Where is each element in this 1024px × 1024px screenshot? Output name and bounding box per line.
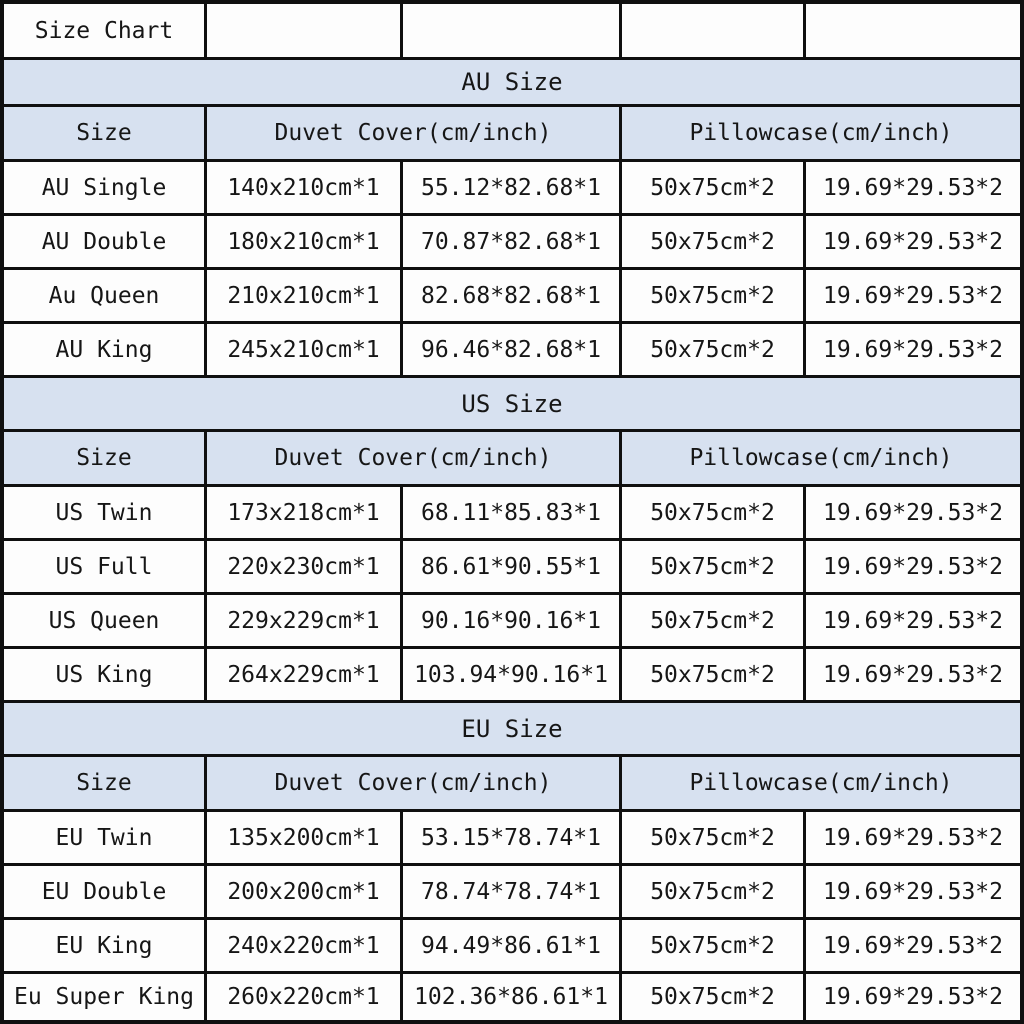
duvet-inch-cell: 103.94*90.16*1	[403, 649, 622, 700]
section-label: EU Size	[461, 714, 563, 743]
empty-cell	[403, 4, 622, 57]
duvet-cm-cell: 260x220cm*1	[207, 974, 403, 1020]
size-cell: US King	[4, 649, 207, 700]
column-header-row	[4, 432, 1020, 487]
duvet-inch-cell: 96.46*82.68*1	[403, 324, 622, 375]
col-header-size: Size	[4, 757, 207, 809]
table-row	[4, 812, 1020, 866]
title-row	[4, 4, 1020, 60]
table-row	[4, 595, 1020, 649]
col-header-pillowcase: Pillowcase(cm/inch)	[622, 757, 1020, 809]
pillowcase-inch-cell: 19.69*29.53*2	[806, 974, 1020, 1020]
table-row	[4, 920, 1020, 974]
duvet-cm-cell: 229x229cm*1	[207, 595, 403, 646]
duvet-cm-cell: 245x210cm*1	[207, 324, 403, 375]
pillowcase-cm-cell: 50x75cm*2	[622, 162, 806, 213]
pillowcase-cm-cell: 50x75cm*2	[622, 270, 806, 321]
table-row	[4, 216, 1020, 270]
chart-title: Size Chart	[4, 4, 207, 57]
table-row	[4, 974, 1020, 1020]
size-cell: AU Double	[4, 216, 207, 267]
table-row	[4, 487, 1020, 541]
duvet-inch-cell: 55.12*82.68*1	[403, 162, 622, 213]
pillowcase-cm-cell: 50x75cm*2	[622, 866, 806, 917]
table-row	[4, 324, 1020, 378]
size-cell: US Twin	[4, 487, 207, 538]
col-header-duvet: Duvet Cover(cm/inch)	[207, 432, 622, 484]
col-header-duvet: Duvet Cover(cm/inch)	[207, 107, 622, 159]
duvet-inch-cell: 94.49*86.61*1	[403, 920, 622, 971]
duvet-inch-cell: 68.11*85.83*1	[403, 487, 622, 538]
size-cell: EU Twin	[4, 812, 207, 863]
section-header-eu	[4, 703, 1020, 757]
col-header-size: Size	[4, 432, 207, 484]
pillowcase-inch-cell: 19.69*29.53*2	[806, 595, 1020, 646]
pillowcase-cm-cell: 50x75cm*2	[622, 649, 806, 700]
pillowcase-cm-cell: 50x75cm*2	[622, 812, 806, 863]
pillowcase-inch-cell: 19.69*29.53*2	[806, 649, 1020, 700]
column-header-row	[4, 757, 1020, 812]
empty-cell	[622, 4, 806, 57]
col-header-duvet: Duvet Cover(cm/inch)	[207, 757, 622, 809]
empty-cell	[207, 4, 403, 57]
duvet-inch-cell: 102.36*86.61*1	[403, 974, 622, 1020]
pillowcase-inch-cell: 19.69*29.53*2	[806, 920, 1020, 971]
table-row	[4, 649, 1020, 703]
table-row	[4, 541, 1020, 595]
size-cell: Eu Super King	[4, 974, 207, 1020]
column-header-row	[4, 107, 1020, 162]
size-cell: US Full	[4, 541, 207, 592]
pillowcase-inch-cell: 19.69*29.53*2	[806, 324, 1020, 375]
duvet-cm-cell: 135x200cm*1	[207, 812, 403, 863]
duvet-inch-cell: 82.68*82.68*1	[403, 270, 622, 321]
table-row	[4, 270, 1020, 324]
section-label: AU Size	[461, 68, 563, 96]
size-cell: AU Single	[4, 162, 207, 213]
table-row	[4, 162, 1020, 216]
duvet-inch-cell: 78.74*78.74*1	[403, 866, 622, 917]
pillowcase-inch-cell: 19.69*29.53*2	[806, 541, 1020, 592]
col-header-pillowcase: Pillowcase(cm/inch)	[622, 432, 1020, 484]
table-row	[4, 866, 1020, 920]
col-header-pillowcase: Pillowcase(cm/inch)	[622, 107, 1020, 159]
pillowcase-cm-cell: 50x75cm*2	[622, 324, 806, 375]
pillowcase-cm-cell: 50x75cm*2	[622, 541, 806, 592]
pillowcase-inch-cell: 19.69*29.53*2	[806, 216, 1020, 267]
duvet-cm-cell: 264x229cm*1	[207, 649, 403, 700]
empty-cell	[806, 4, 1020, 57]
duvet-cm-cell: 140x210cm*1	[207, 162, 403, 213]
duvet-cm-cell: 240x220cm*1	[207, 920, 403, 971]
duvet-cm-cell: 200x200cm*1	[207, 866, 403, 917]
section-header-us	[4, 378, 1020, 432]
pillowcase-inch-cell: 19.69*29.53*2	[806, 866, 1020, 917]
duvet-cm-cell: 180x210cm*1	[207, 216, 403, 267]
size-cell: US Queen	[4, 595, 207, 646]
duvet-cm-cell: 173x218cm*1	[207, 487, 403, 538]
pillowcase-cm-cell: 50x75cm*2	[622, 487, 806, 538]
duvet-inch-cell: 70.87*82.68*1	[403, 216, 622, 267]
size-cell: EU Double	[4, 866, 207, 917]
duvet-inch-cell: 86.61*90.55*1	[403, 541, 622, 592]
size-cell: EU King	[4, 920, 207, 971]
pillowcase-cm-cell: 50x75cm*2	[622, 595, 806, 646]
duvet-cm-cell: 220x230cm*1	[207, 541, 403, 592]
size-cell: AU King	[4, 324, 207, 375]
pillowcase-cm-cell: 50x75cm*2	[622, 216, 806, 267]
pillowcase-inch-cell: 19.69*29.53*2	[806, 270, 1020, 321]
section-header-au	[4, 60, 1020, 107]
duvet-inch-cell: 53.15*78.74*1	[403, 812, 622, 863]
col-header-size: Size	[4, 107, 207, 159]
pillowcase-inch-cell: 19.69*29.53*2	[806, 162, 1020, 213]
pillowcase-inch-cell: 19.69*29.53*2	[806, 487, 1020, 538]
pillowcase-cm-cell: 50x75cm*2	[622, 974, 806, 1020]
size-cell: Au Queen	[4, 270, 207, 321]
duvet-cm-cell: 210x210cm*1	[207, 270, 403, 321]
duvet-inch-cell: 90.16*90.16*1	[403, 595, 622, 646]
pillowcase-inch-cell: 19.69*29.53*2	[806, 812, 1020, 863]
pillowcase-cm-cell: 50x75cm*2	[622, 920, 806, 971]
section-label: US Size	[461, 389, 563, 418]
